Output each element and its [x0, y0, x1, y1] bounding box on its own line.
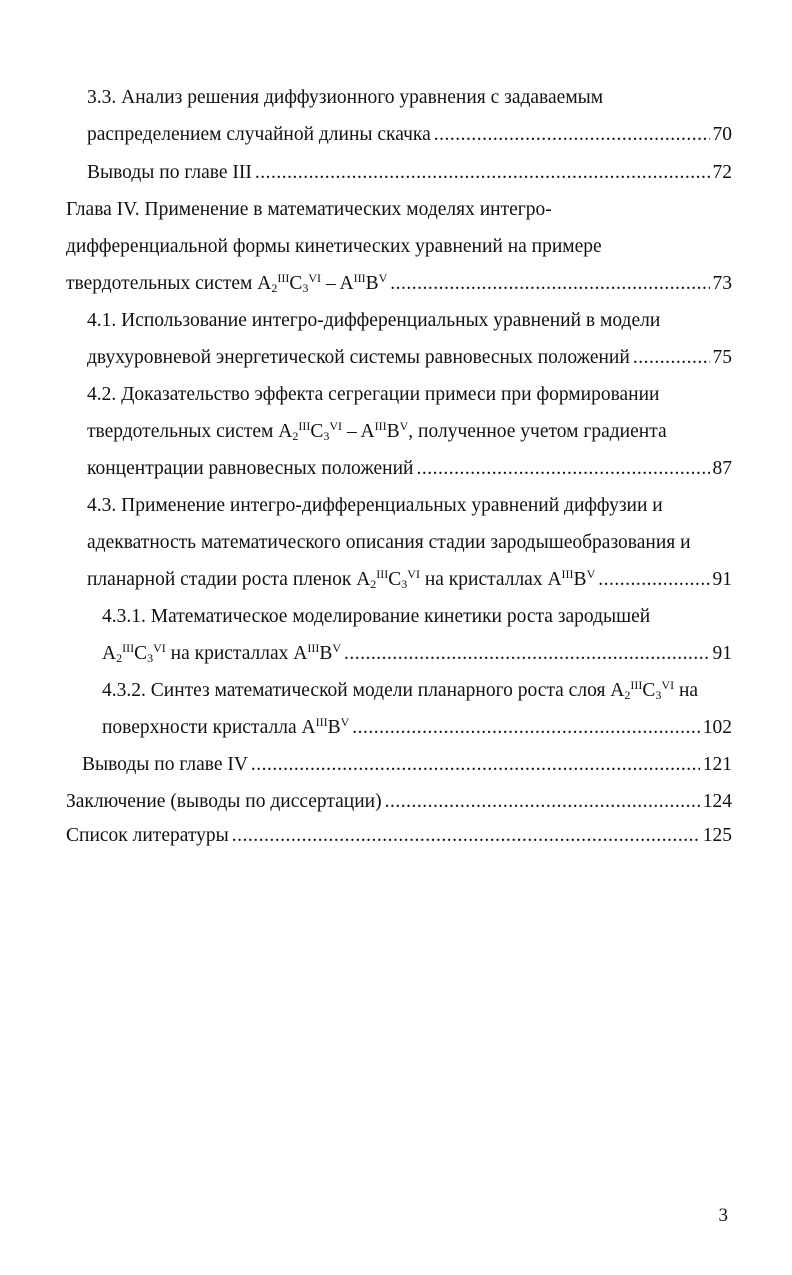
toc-entry-3-3-line-2[interactable] [87, 118, 732, 152]
toc-entry-chapter-4-page: 73 [712, 273, 732, 294]
toc-entry-chapter-4-line-3[interactable] [66, 267, 732, 301]
toc-entry-references-title: Список литературы [66, 825, 229, 846]
toc-entry-4-3-2-line-2[interactable] [102, 711, 732, 745]
toc-entry-4-2-line-2 [87, 415, 667, 449]
toc-entry-chapter-4-title-cont: дифференциальной формы кинетических уравнений на примере [66, 236, 602, 257]
toc-entry-conclusions-4[interactable] [82, 748, 732, 782]
toc-entry-4-3-title-end: планарной стадии роста пленок $A_2^{III}C_3^{VI}$ на кристаллах $A^{III}B^V$ [87, 567, 596, 591]
toc-entry-conclusion[interactable] [66, 785, 732, 819]
dot-leader [344, 637, 709, 671]
dot-leader [251, 748, 700, 782]
page-number: 3 [718, 1205, 728, 1226]
dot-leader [434, 118, 710, 152]
toc-entry-conclusion-title: Заключение (выводы по диссертации) [66, 791, 382, 812]
toc-entry-4-3-1-page: 91 [712, 643, 732, 664]
dot-leader [390, 267, 709, 301]
toc-entry-conclusions-3[interactable] [87, 156, 732, 190]
toc-entry-4-2-title-end: концентрации равновесных положений [87, 458, 414, 479]
toc-entry-4-3-2-title: 4.3.2. Синтез математической модели планарного роста слоя $A_2^{III}C_3^{VI}$ на [102, 678, 699, 702]
formula-a2c3: $A_2^{III}C_3^{VI}$ [610, 678, 675, 702]
toc-entry-4-2-line-1 [87, 378, 660, 412]
toc-entry-4-3-2-page: 102 [702, 717, 732, 738]
formula-aiiibv: $A^{III}B^V$ [360, 419, 409, 442]
formula-aiiibv: $A^{III}B^V$ [339, 271, 388, 294]
toc-entry-4-2-title-cont: твердотельных систем $A_2^{III}C_3^{VI} - A^{III}B^V$, полученное учетом градиента [87, 419, 667, 443]
toc-entry-references-page: 125 [702, 825, 732, 846]
toc-entry-4-3-line-3[interactable] [87, 563, 732, 597]
dot-leader [255, 156, 710, 190]
toc-entry-conclusions-4-title: Выводы по главе IV [82, 754, 248, 775]
toc-entry-4-2-title: 4.2. Доказательство эффекта сегрегации примеси при формировании [87, 384, 660, 405]
toc-entry-conclusions-3-page: 72 [712, 162, 732, 183]
toc-entry-conclusion-page: 124 [702, 791, 732, 812]
formula-aiiibv: $A^{III}B^V$ [293, 641, 342, 664]
toc-entry-4-1-title: 4.1. Использование интегро-дифференциальных уравнений в модели [87, 310, 661, 331]
formula-aiiibv: $A^{III}B^V$ [547, 567, 596, 590]
toc-entry-4-3-1-line-1 [102, 600, 650, 634]
toc-entry-4-3-2-line-1 [102, 674, 698, 708]
toc-entry-4-1-page: 75 [712, 347, 732, 368]
toc-entry-4-3-1-line-2[interactable] [102, 637, 732, 671]
toc-entry-4-2-page: 87 [712, 458, 732, 479]
toc-entry-4-3-line-2 [87, 526, 691, 560]
dot-leader [598, 563, 709, 597]
toc-entry-4-3-1-title-cont: $A_2^{III}C_3^{VI}$ на кристаллах $A^{III}B^V$ [102, 641, 342, 665]
formula-a2c3: $A_2^{III}C_3^{VI}$ [356, 567, 420, 591]
toc-entry-conclusions-4-page: 121 [702, 754, 732, 775]
toc-entry-4-2-line-3[interactable] [87, 452, 732, 486]
dot-leader [232, 819, 700, 853]
dot-leader [633, 341, 710, 375]
toc-entry-4-1-line-2[interactable] [87, 341, 732, 375]
dot-leader [352, 711, 699, 745]
dot-leader [417, 452, 710, 486]
toc-entry-4-1-title-cont: двухуровневой энергетической системы равновесных положений [87, 347, 630, 368]
toc-entry-4-1-line-1 [87, 304, 660, 338]
toc-entry-3-3-title: 3.3. Анализ решения диффузионного уравнения с задаваемым [87, 87, 604, 108]
toc-entry-3-3-page: 70 [712, 124, 732, 145]
toc-entry-references[interactable] [66, 819, 732, 853]
toc-entry-3-3-title-cont: распределением случайной длины скачка [87, 124, 431, 145]
toc-entry-4-3-line-1 [87, 489, 663, 523]
toc-entry-4-3-title-cont: адекватность математического описания стадии зародышеобразования и [87, 532, 691, 553]
formula-a2c3: $A_2^{III}C_3^{VI}$ [278, 419, 343, 443]
toc-entry-conclusions-3-title: Выводы по главе III [87, 162, 252, 183]
toc-entry-4-3-1-title: 4.3.1. Математическое моделирование кинетики роста зародышей [102, 606, 651, 627]
toc-entry-3-3-line-1 [87, 81, 603, 115]
toc-entry-chapter-4-line-1 [66, 193, 552, 227]
dot-leader [385, 785, 700, 819]
formula-aiiibv: $A^{III}B^V$ [301, 715, 350, 738]
toc-entry-chapter-4-line-2 [66, 230, 602, 264]
toc-entry-chapter-4-title-end: твердотельных систем $A_2^{III}C_3^{VI} - A^{III}B^V$ [66, 271, 388, 295]
formula-a2c3: $A_2^{III}C_3^{VI}$ [257, 271, 322, 295]
toc-entry-4-3-page: 91 [712, 569, 732, 590]
toc-entry-4-3-title: 4.3. Применение интегро-дифференциальных уравнений диффузии и [87, 495, 663, 516]
toc-entry-chapter-4-title: Глава IV. Применение в математических моделях интегро- [66, 199, 552, 220]
formula-a2c3: $A_2^{III}C_3^{VI}$ [102, 641, 166, 665]
toc-entry-4-3-2-title-cont: поверхности кристалла $A^{III}B^V$ [102, 715, 350, 738]
